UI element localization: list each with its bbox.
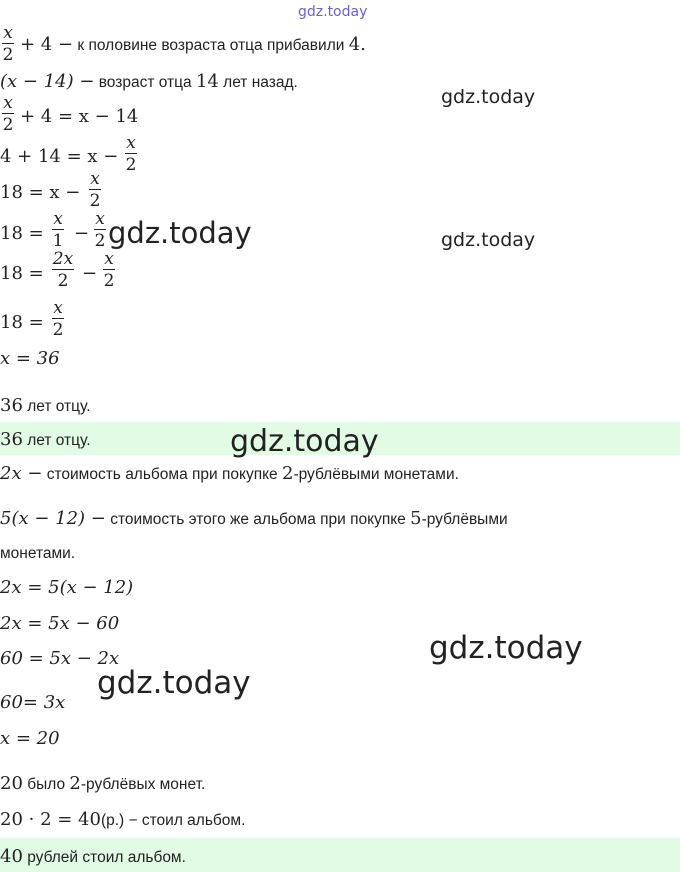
eq-line-3: + 4 = x − 14 bbox=[20, 106, 139, 127]
eq-line-8: 18 = bbox=[0, 312, 44, 333]
watermark: gdz.today bbox=[429, 630, 583, 666]
p2-result-2: 20 · 2 = 40(р.) − стоил альбом. bbox=[0, 809, 246, 830]
eq-line-2: (x − 14) − возраст отца 14 лет назад. bbox=[0, 71, 298, 92]
p2-line-1: 2x − стоимость альбома при покупке 2-рублёвыми монетами. bbox=[0, 463, 459, 484]
fraction-x-over-2: x 2 bbox=[2, 93, 14, 135]
fraction-x-over-1: x 1 bbox=[52, 209, 64, 251]
watermark: gdz.today bbox=[230, 424, 379, 459]
fraction-x-over-2: x 2 bbox=[103, 249, 115, 291]
p2-line-3: монетами. bbox=[0, 545, 76, 562]
p2-eq-3: 60 = 5x − 2x bbox=[0, 648, 120, 669]
p2-eq-2: 2x = 5x − 60 bbox=[0, 613, 120, 634]
p2-eq-4: 60= 3x bbox=[0, 692, 66, 713]
watermark: gdz.today bbox=[441, 86, 536, 108]
fraction-x-over-2: x 2 bbox=[2, 23, 14, 65]
p2-line-2: 5(x − 12) − стоимость этого же альбома при покупке 5-рублёвыми bbox=[0, 508, 508, 529]
eq-line-9: x = 36 bbox=[0, 348, 60, 369]
eq-line-4: 4 + 14 = x − bbox=[0, 146, 119, 167]
eq-line-7: 18 = bbox=[0, 263, 44, 284]
watermark: gdz.today bbox=[441, 229, 536, 251]
eq-line-5: 18 = x − bbox=[0, 182, 81, 203]
watermark-top: gdz.today bbox=[298, 4, 368, 20]
fraction-x-over-2: x 2 bbox=[52, 298, 64, 340]
watermark: gdz.today bbox=[108, 216, 252, 250]
fraction-x-over-2: x 2 bbox=[89, 169, 101, 211]
p2-eq-1: 2x = 5(x − 12) bbox=[0, 577, 134, 598]
eq-line-1: + 4 − к половине возраста отца прибавили 4. bbox=[20, 34, 366, 55]
answer-highlight-text-1: 36 лет отцу. bbox=[0, 429, 91, 450]
p2-result-1: 20 было 2-рублёвых монет. bbox=[0, 773, 206, 794]
answer-highlight-text-2: 40 рублей стоил альбом. bbox=[0, 846, 186, 867]
fraction-2x-over-2: 2x 2 bbox=[52, 249, 74, 291]
minus-sign: − bbox=[74, 223, 90, 244]
minus-sign: − bbox=[82, 263, 98, 284]
watermark: gdz.today bbox=[97, 665, 251, 701]
eq-line-6: 18 = bbox=[0, 223, 44, 244]
p2-eq-5: x = 20 bbox=[0, 728, 60, 749]
fraction-x-over-2: x 2 bbox=[125, 133, 137, 175]
answer-line-1: 36 лет отцу. bbox=[0, 395, 91, 416]
fraction-x-over-2: x 2 bbox=[94, 209, 106, 251]
